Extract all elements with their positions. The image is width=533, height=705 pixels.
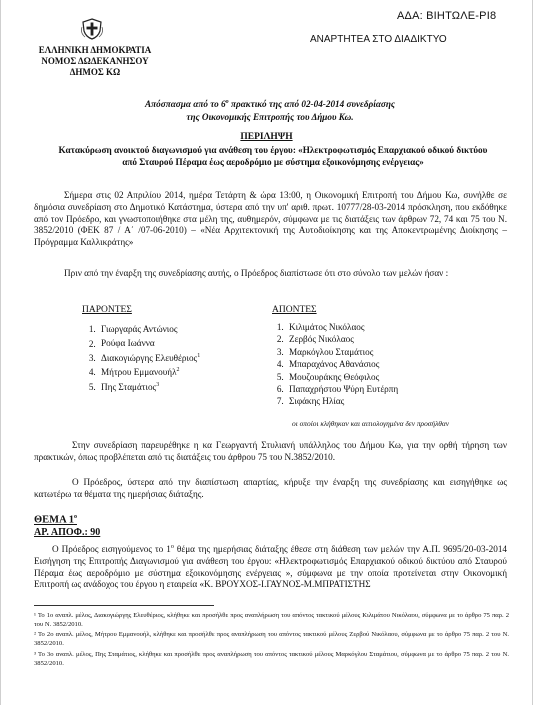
list-item: 4. Μήτρου Εμμανουήλ$^2$ [98, 364, 200, 378]
list-item: 5. Πης Σταμάτιος$^3$ [98, 379, 200, 393]
list-item: 1. Κιλιμάτος Νικόλαος [286, 321, 398, 333]
list-item: 6. Παπαχρήστου Ψύρη Ευτέρπη [286, 383, 398, 395]
excerpt-ordinal-sup: ο [225, 99, 229, 105]
present-list [82, 321, 200, 393]
issuer-header [30, 45, 160, 78]
list-item: 2. Ζερβός Νικόλαος [286, 333, 398, 345]
present-title: ΠΑΡΟΝΤΕΣ [82, 305, 132, 315]
summary-body: Κατακύρωση ανοικτού διαγωνισμού για ανάθεση του έργου: «Ηλεκτροφωτισμός Επαρχιακού οδικού δικτύου από Σταυρού Πέραμα έως αεροδρόμιο με σύστημα εξοικονόμησης ενέργειας» [58, 145, 488, 167]
topic-heading: ΘΕΜΑ $1^o$ [34, 514, 77, 526]
footnote-ref: 3 [156, 381, 160, 388]
page-border-left [0, 0, 1, 705]
decision-number: ΑΡ. ΑΠΟΦ.: 90 [34, 527, 101, 538]
footnote-2: ² Το 2ο αναπλ. μέλος, Μήτρου Εμμανουήλ, κλήθηκε και προσήλθε προς αναπλήρωση του απόντος τακτικού μέλους Ζερβού Νικόλαου, σύμφωνα με το άρθρο 75 παρ. 2 του Ν. 3852/2010. [34, 631, 509, 648]
footnote-ref: 2 [176, 367, 180, 374]
footnote-ref: 1 [197, 352, 201, 359]
list-item: 1. Γιωργαράς Αντώνιος [98, 321, 200, 335]
absent-list [270, 321, 398, 408]
greek-emblem-icon [81, 18, 103, 40]
list-item: 3. Μαρκόγλου Σταμάτιος [286, 346, 398, 358]
excerpt-text-b: πρακτικό της από 02-04-2014 συνεδρίασης [228, 99, 395, 110]
issuer-line-country: ΕΛΛΗΝΙΚΗ ΔΗΜΟΚΡΑΤΙΑ [38, 45, 152, 55]
excerpt-heading [60, 96, 480, 124]
excerpt-text-a: Απόσπασμα από το 6 [145, 99, 226, 110]
ada-code: ΑΔΑ: ΒΙΗΤΩΛΕ-ΡΙ8 [397, 10, 497, 22]
list-item: 5. Μουζουράκης Θεόφιλος [286, 371, 398, 383]
footnote-divider [34, 605, 214, 606]
post-online-label: ΑΝΑΡΤΗΤΕΑ ΣΤΟ ΔΙΑΔΙΚΤΥΟ [310, 34, 447, 45]
meeting-paragraph: Σήμερα στις 02 Απριλίου 2014, ημέρα Τετάρτη & ώρα 13:00, η Οικονομική Επιτροπή του Δήμου Κω, συνήλθε σε δημόσια συνεδρίαση στο Δημοτικό Κατάστημα, ύστερα από την υπ' αριθ. πρωτ. 10777/28-03-2014 πρόσκληση, που εκδόθηκε από τον Πρόεδρο, και γνωστοποιήθηκε στα μέλη της, αυθημερόν, σύμφωνα με τις διατάξεις των άρθρων 72, 74 και 75 του Ν. 3852/2010 (ΦΕΚ 87 / Α΄ /07-06-2010) – «Νέα Αρχιτεκτονική της Αυτοδιοίκησης και της Αποκεντρωμένης Διοίκησης – Πρόγραμμα Καλλικράτης» [34, 190, 507, 248]
opening-paragraph: Ο Πρόεδρος, ύστερα από την διαπίστωση απαρτίας, κήρυξε την έναρξη της συνεδρίασης και εισηγήθηκε ως κατωτέρω τα θέματα της ημερήσιας διάταξης. [34, 477, 507, 499]
footnote-1: ¹ Το 1ο αναπλ. μέλος, Διακογιώργης Ελευθέριος, κλήθηκε και προσήλθε προς αναπλήρωση του απόντος τακτικού μέλους Κιλιμάτου Νικόλαου, σύμφωνα με το άρθρο 75 παρ. 2 του Ν. 3852/2010. [34, 612, 509, 628]
issuer-line-prefecture: ΝΟΜΟΣ ΔΩΔΕΚΑΝΗΣΟΥ [41, 56, 149, 66]
quorum-paragraph: Πριν από την έναρξη της συνεδρίασης αυτής, ο Πρόεδρος διαπίστωσε ότι στο σύνολο των μελών ήσαν : [64, 268, 449, 278]
list-item: 2. Ρούφα Ιωάννα [98, 335, 200, 349]
absence-note: οι οποίοι κλήθηκαν και αιτιολογημένα δεν προσήλθαν [292, 419, 450, 428]
summary-title: ΠΕΡΙΛΗΨΗ [240, 132, 293, 142]
list-item: 3. Διακογιώργης Ελευθέριος$^1$ [98, 350, 200, 364]
topic-paragraph: Ο Πρόεδρος εισηγούμενος το $1^o$ θέμα της ημερήσιας διάταξης έθεσε στη διάθεση των μελών την Α.Π. 9695/20-03-2014 Εισήγηση της Επιτροπής Διαγωνισμού για ανάθεση του έργου: «Ηλεκτροφωτισμός Επαρχιακού οδικού δικτύου από Σταυρού Πέραμα έως αεροδρόμιο με σύστημα εξοικονόμησης ενέργειας », σύμφωνα με την οποία προτείνεται στην Οικονομική Επιτροπή ως ανάδοχος του έργου η εταιρεία «Κ. ΒΡΟΥΧΟΣ-Ι.ΓΑΥΝΟΣ-Μ.ΜΠΡΑΤΙΣΤΗΣ [34, 544, 508, 590]
issuer-line-municipality: ΔΗΜΟΣ ΚΩ [69, 67, 121, 77]
footnotes [34, 612, 509, 670]
list-item: 4. Μπαραχάνος Αθανάσιος [286, 358, 398, 370]
secretary-paragraph: Στην συνεδρίαση παρευρέθηκε η κα Γεωργαντή Στυλιανή υπάλληλος του Δήμου Κω, για την ορθή τήρηση των πρακτικών, όπως προβλέπεται από τις διατάξεις του άρθρου 75 του Ν.3852/2010. [34, 440, 507, 462]
list-item: 7. Σιφάκης Ηλίας [286, 395, 398, 407]
absent-title: ΑΠΟΝΤΕΣ [272, 305, 317, 315]
footnote-3: ³ Το 3ο αναπλ. μέλος, Πης Σταμάτιος, κλήθηκε και προσήλθε προς αναπλήρωση του απόντος τακτικού μέλους Μαρκόγλου Σταμάτιου, σύμφωνα με το άρθρο 75 παρ. 2 του Ν. 3852/2010. [34, 650, 509, 667]
excerpt-line-2: της Οικονομικής Επιτροπής του Δήμου Κω. [186, 112, 354, 123]
